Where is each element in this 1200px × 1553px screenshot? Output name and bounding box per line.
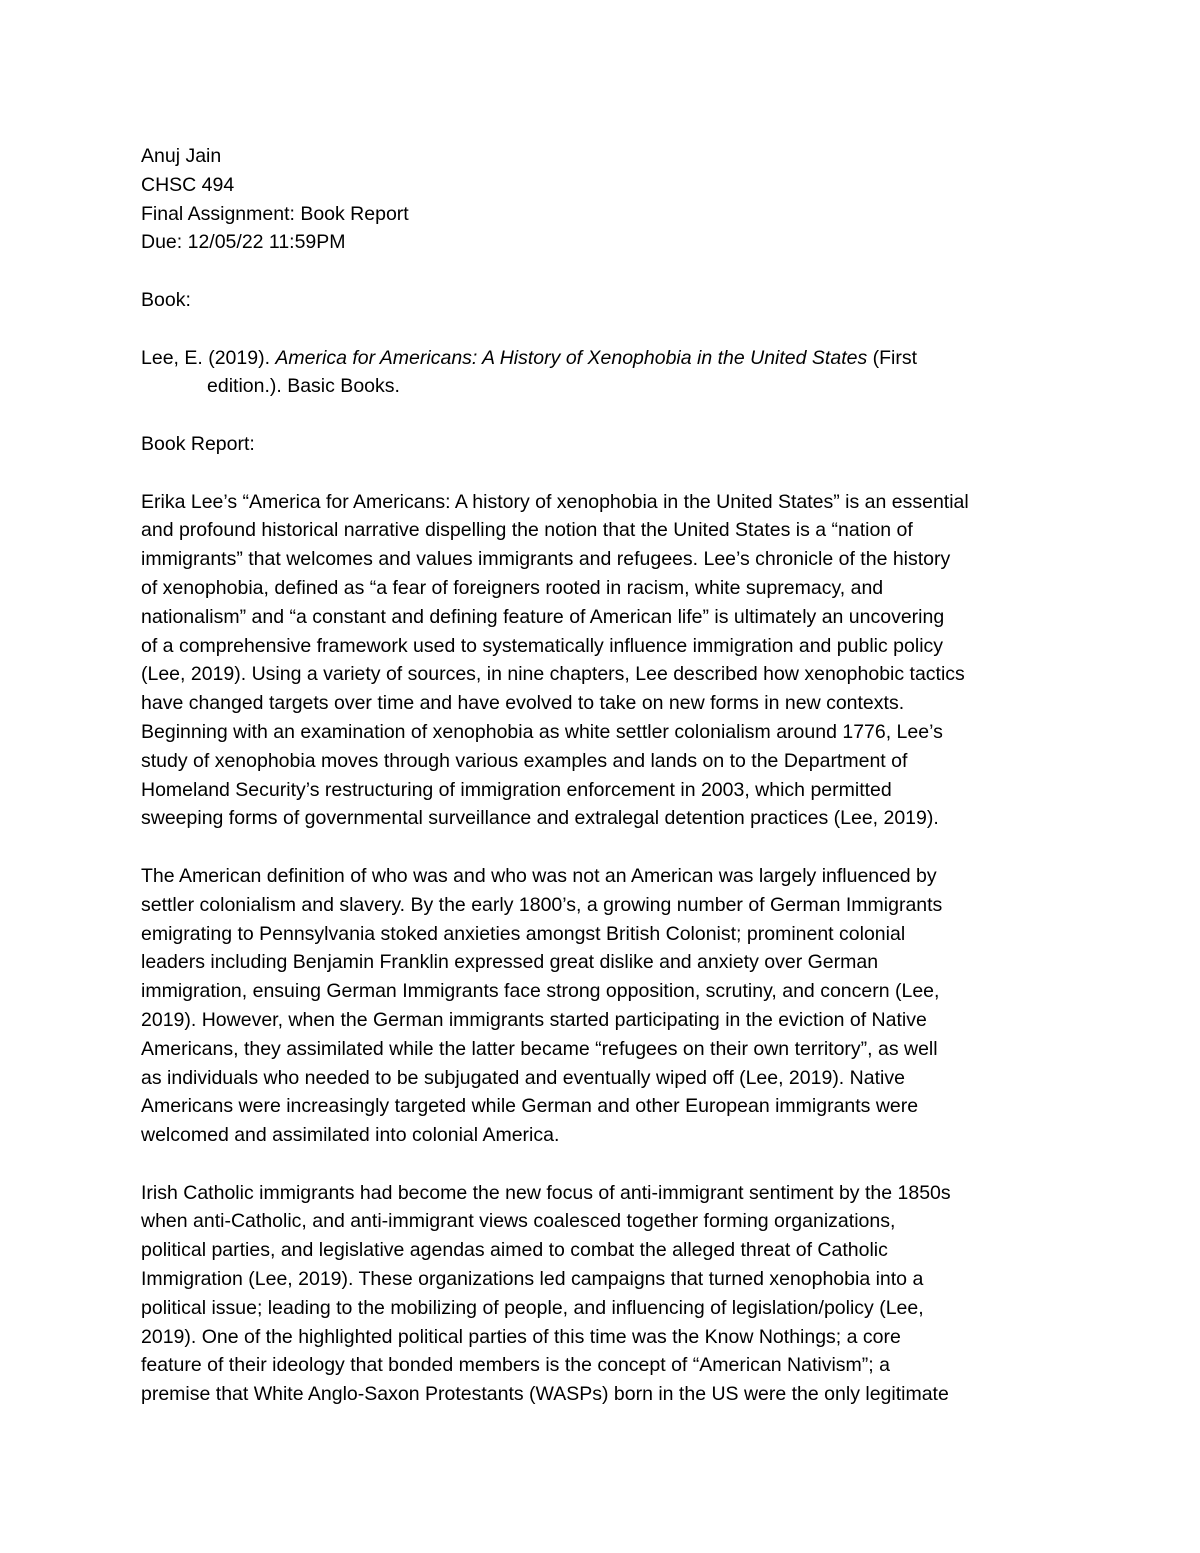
paragraph-line: Irish Catholic immigrants had become the new focus of anti-immigrant sentiment by the 1850s: [141, 1181, 951, 1204]
spacer: [141, 1150, 1061, 1179]
spacer: [141, 315, 1061, 344]
paragraph-line: 2019). However, when the German immigrants started participating in the eviction of Native: [141, 1008, 927, 1031]
paragraph-line: sweeping forms of governmental surveillance and extralegal detention practices (Lee, 2019).: [141, 807, 939, 830]
paragraph-line: Erika Lee’s “America for Americans: A history of xenophobia in the United States” is an essential: [141, 490, 969, 513]
paragraph-line: 2019). One of the highlighted political parties of this time was the Know Nothings; a core: [141, 1325, 901, 1348]
report-heading: Book Report:: [141, 432, 255, 455]
paragraph-line: of xenophobia, defined as “a fear of foreigners rooted in racism, white supremacy, and: [141, 576, 884, 599]
paragraph-line: immigration, ensuing German Immigrants face strong opposition, scrutiny, and concern (Lee,: [141, 980, 940, 1003]
citation-continuation: edition.). Basic Books.: [207, 375, 400, 398]
spacer: [141, 401, 1061, 430]
citation-first-line: [141, 344, 1061, 373]
paragraph-line: political issue; leading to the mobilizing of people, and influencing of legislation/policy (Lee,: [141, 1296, 924, 1319]
paragraph-line: leaders including Benjamin Franklin expressed great dislike and anxiety over German: [141, 951, 879, 974]
paragraph-2: [141, 862, 1061, 1150]
paragraph-line: have changed targets over time and have evolved to take on new forms in new contexts.: [141, 692, 905, 715]
paragraph-line: settler colonialism and slavery. By the early 1800’s, a growing number of German Immigrants: [141, 893, 943, 916]
assignment-title: Final Assignment: Book Report: [141, 202, 409, 225]
paragraph-line: Immigration (Lee, 2019). These organizations led campaigns that turned xenophobia into a: [141, 1268, 924, 1291]
header-block: [141, 142, 1061, 257]
paragraph-line: study of xenophobia moves through various examples and lands on to the Department of: [141, 749, 908, 772]
paragraph-line: Americans, they assimilated while the latter became “refugees on their own territory”, as well: [141, 1037, 938, 1060]
paragraph-line: when anti-Catholic, and anti-immigrant views coalesced together forming organizations,: [141, 1210, 896, 1233]
citation-book-title: America for Americans: A History of Xenophobia in the United States: [275, 346, 868, 369]
paragraph-line: The American definition of who was and who was not an American was largely influenced by: [141, 864, 937, 887]
paragraph-line: and profound historical narrative dispelling the notion that the United States is a “nation of: [141, 519, 913, 542]
due-date: Due: 12/05/22 11:59PM: [141, 231, 346, 254]
citation-suffix: (First: [867, 346, 918, 369]
paragraph-line: Beginning with an examination of xenophobia as white settler colonialism around 1776, Lee’s: [141, 720, 943, 743]
paragraph-line: emigrating to Pennsylvania stoked anxieties amongst British Colonist; prominent colonial: [141, 922, 906, 945]
spacer: [141, 257, 1061, 286]
document-content: [141, 142, 1061, 1409]
paragraph-line: Americans were increasingly targeted while German and other European immigrants were: [141, 1095, 919, 1118]
paragraph-line: nationalism” and “a constant and defining feature of American life” is ultimately an uncovering: [141, 605, 945, 628]
paragraph-line: as individuals who needed to be subjugated and eventually wiped off (Lee, 2019). Native: [141, 1066, 905, 1089]
paragraph-line: Homeland Security’s restructuring of immigration enforcement in 2003, which permitted: [141, 778, 892, 801]
spacer: [141, 833, 1061, 862]
course-code: CHSC 494: [141, 173, 235, 196]
paragraph-line: of a comprehensive framework used to systematically influence immigration and public policy: [141, 634, 944, 657]
paragraph-line: welcomed and assimilated into colonial America.: [141, 1124, 560, 1147]
paragraph-line: immigrants” that welcomes and values immigrants and refugees. Lee’s chronicle of the history: [141, 548, 951, 571]
book-citation: [141, 344, 1061, 402]
paragraph-line: feature of their ideology that bonded members is the concept of “American Nativism”; a: [141, 1354, 890, 1377]
spacer: [141, 459, 1061, 488]
paragraph-line: premise that White Anglo-Saxon Protestants (WASPs) born in the US were the only legitimate: [141, 1383, 949, 1406]
book-heading: Book:: [141, 288, 191, 311]
author-name: Anuj Jain: [141, 145, 222, 167]
paragraph-1: [141, 488, 1061, 834]
paragraph-3: [141, 1179, 1061, 1409]
paragraph-line: (Lee, 2019). Using a variety of sources, in nine chapters, Lee described how xenophobic tactics: [141, 663, 965, 686]
citation-prefix: Lee, E. (2019).: [141, 346, 276, 369]
paragraph-line: political parties, and legislative agendas aimed to combat the alleged threat of Catholic: [141, 1239, 888, 1262]
